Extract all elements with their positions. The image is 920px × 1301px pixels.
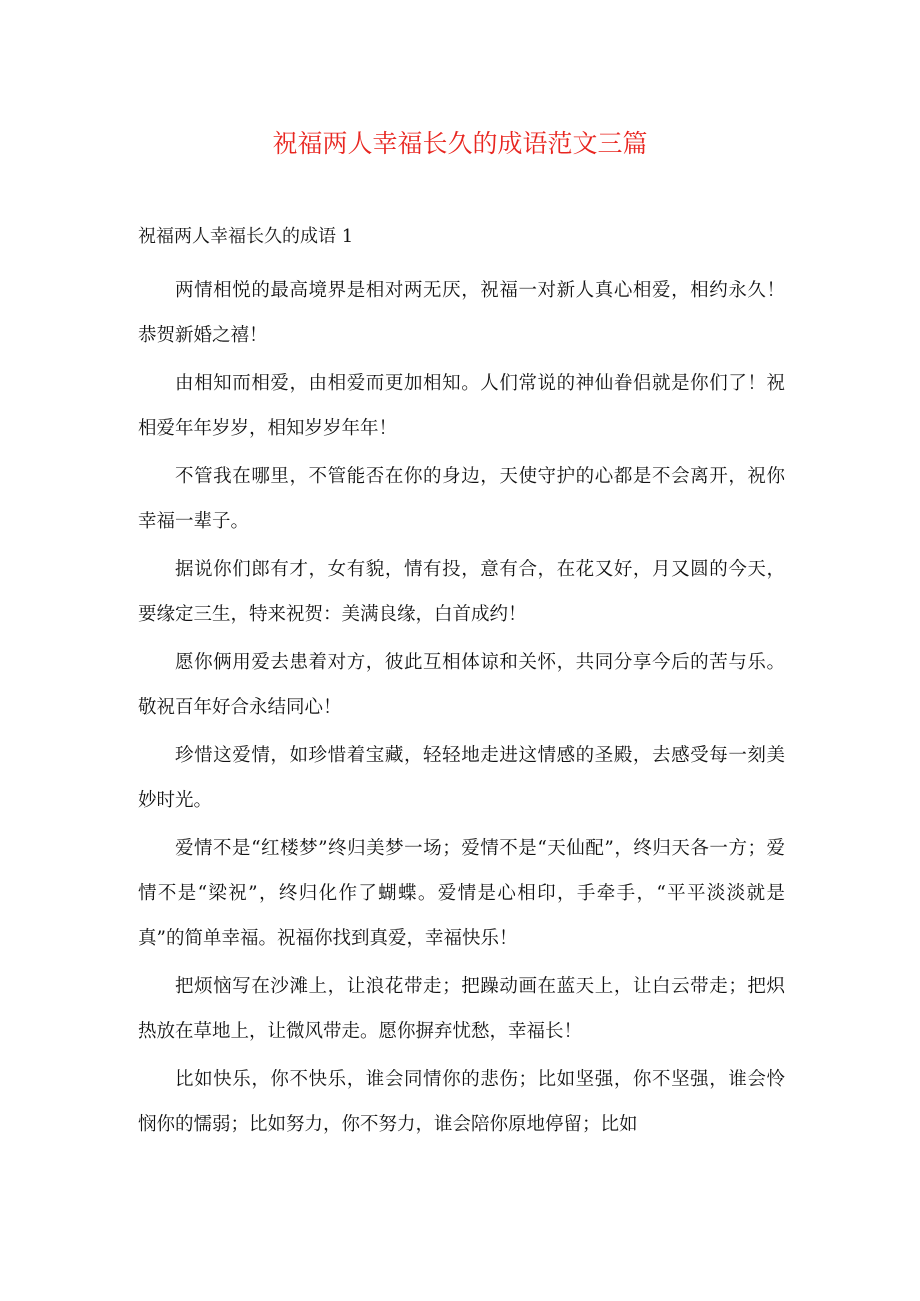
paragraph-8: 把烦恼写在沙滩上，让浪花带走；把躁动画在蓝天上，让白云带走；把炽热放在草地上，让微风带走。愿你摒弃忧愁，幸福长！ — [138, 976, 785, 1042]
paragraph-3: 不管我在哪里，不管能否在你的身边，天使守护的心都是不会离开，祝你幸福一辈子。 — [138, 466, 785, 532]
paragraph-2: 由相知而相爱，由相爱而更加相知。人们常说的神仙眷侣就是你们了！祝相爱年年岁岁，相知岁岁年年！ — [138, 373, 785, 439]
paragraph-7: 爱情不是“红楼梦”终归美梦一场；爱情不是“天仙配”，终归天各一方；爱情不是“梁祝”，终归化作了蝴蝶。爱情是心相印，手牵手，“平平淡淡就是真”的简单幸福。祝福你找到真爱，幸福快乐！ — [138, 838, 785, 949]
document-body — [138, 268, 785, 1150]
paragraph-4: 据说你们郎有才，女有貌，情有投，意有合，在花又好，月又圆的今天，要缘定三生，特来祝贺：美满良缘，白首成约！ — [138, 559, 785, 625]
paragraph-6: 珍惜这爱情，如珍惜着宝藏，轻轻地走进这情感的圣殿，去感受每一刻美妙时光。 — [138, 745, 785, 811]
paragraph-9: 比如快乐，你不快乐，谁会同情你的悲伤；比如坚强，你不坚强，谁会怜悯你的懦弱；比如努力，你不努力，谁会陪你原地停留；比如 — [138, 1069, 785, 1135]
section-heading: 祝福两人幸福长久的成语 1 — [138, 226, 354, 247]
paragraph-1: 两情相悦的最高境界是相对两无厌，祝福一对新人真心相爱，相约永久！恭贺新婚之禧！ — [138, 280, 785, 346]
document-title: 祝福两人幸福长久的成语范文三篇 — [272, 129, 648, 158]
paragraph-5: 愿你俩用爱去患着对方，彼此互相体谅和关怀，共同分享今后的苦与乐。敬祝百年好合永结同心！ — [138, 652, 785, 718]
